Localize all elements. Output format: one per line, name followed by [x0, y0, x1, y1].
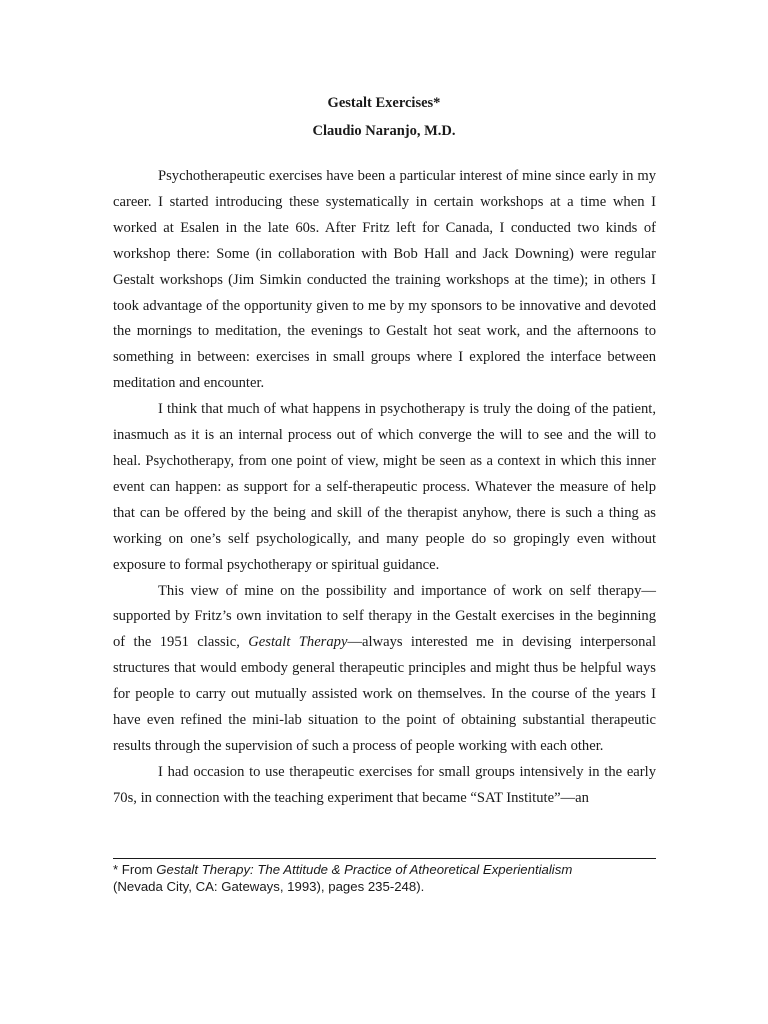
body-text	[113, 164, 656, 812]
paragraph-2: I think that much of what happens in psychotherapy is truly the doing of the patient, inasmuch as it is an internal process out of which converge the will to see and the will to heal. Psychotherapy, from one point of view, might be seen as a context in which this inner event can happen: as support for a self-therapeutic process. Whatever the measure of help that can be offered by the being and skill of the therapist anyhow, there is such a thing as working on one’s self psychologically, and many people do so gropingly even without exposure to formal psychotherapy or spiritual guidance.	[113, 401, 656, 573]
paragraph-4: I had occasion to use therapeutic exercises for small groups intensively in the early 70s, in connection with the teaching experiment that became “SAT Institute”—an	[113, 763, 656, 806]
footnote-line-1	[113, 861, 673, 878]
footnote-line-2: (Nevada City, CA: Gateways, 1993), pages 235-248).	[113, 879, 425, 894]
paragraph-3	[113, 579, 656, 760]
footnote-book-title: Gestalt Therapy: The Attitude & Practice of Atheoretical Experientialism	[156, 862, 573, 877]
paragraph-1: Psychotherapeutic exercises have been a particular interest of mine since early in my career. I started introducing these systematically in certain workshops at a time when I worked at Esalen in the late 60s. After Fritz left for Canada, I conducted two kinds of workshop there: Some (in collaboration with Bob Hall and Jack Downing) were regular Gestalt workshops (Jim Simkin conducted the training workshops at the time); in others I took advantage of the opportunity given to me by my sponsors to be innovative and devoted the mornings to meditation, the evenings to Gestalt hot seat work, and the afternoons to something in between: exercises in small groups where I explored the interface between meditation and encounter.	[113, 168, 656, 392]
document-title: Gestalt Exercises*	[327, 95, 441, 111]
footnote-marker: * From	[113, 862, 157, 877]
title-block	[0, 89, 768, 145]
paragraph-3-text-after: —always interested me in devising interpersonal structures that would embody general therapeutic principles and might thus be helpful ways for people to carry out mutually assisted work on themselves. In the course of the years I have even refined the mini-lab situation to the point of obtaining substantial therapeutic results through the supervision of such a process of people working with each other.	[113, 634, 656, 754]
paragraph-3-book-title: Gestalt Therapy	[248, 634, 348, 651]
document-author: Claudio Naranjo, M.D.	[312, 123, 456, 139]
footnote-divider	[113, 858, 656, 859]
paragraph-3-text-before: This view of mine on the possibility and importance of work on self therapy—supported by Fritz’s own invitation to self therapy in the Gestalt exercises in the beginning of the 1951 classic,	[113, 582, 656, 651]
footnote	[113, 861, 673, 895]
